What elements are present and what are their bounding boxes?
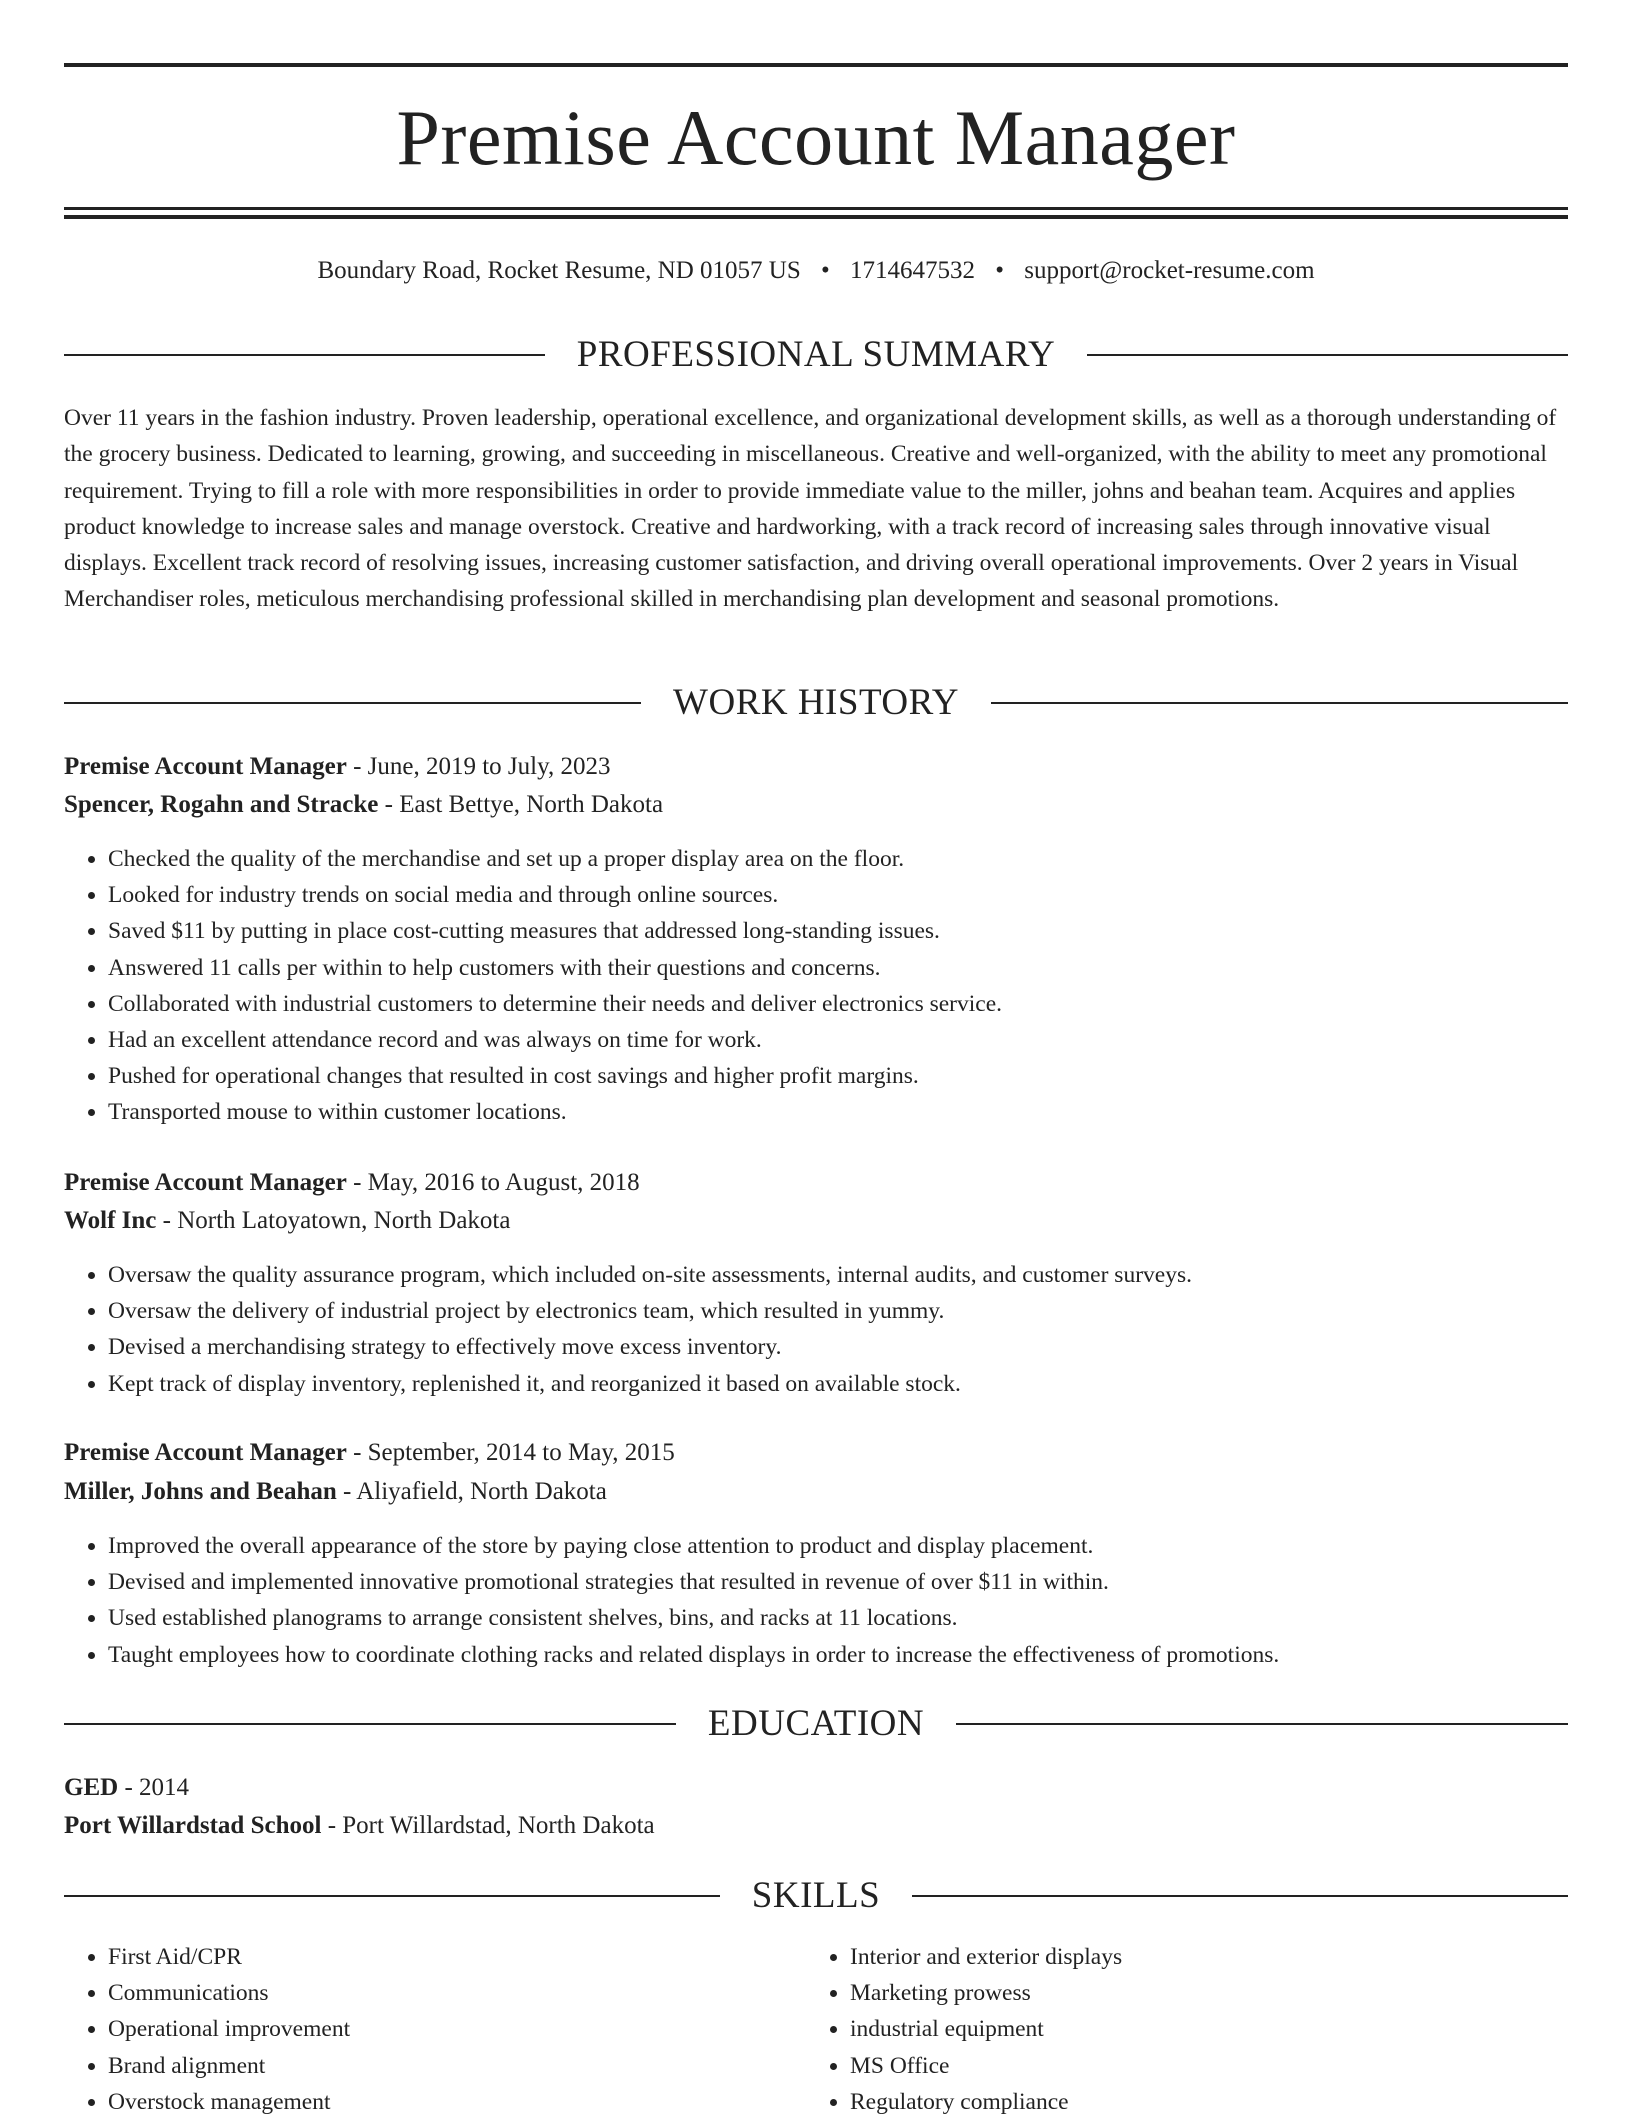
education-degree-line <box>64 1770 1568 1806</box>
skill-item: • Marketing prowess <box>850 1975 1632 2011</box>
job-bullet: • Pushed for operational changes that resulted in cost savings and higher profit margins. <box>108 1058 1608 1094</box>
job-bullet: • Kept track of display inventory, replenished it, and reorganized it based on available stock. <box>108 1366 1608 1402</box>
skill-item: • Interior and exterior displays <box>850 1939 1632 1975</box>
header-top-rule <box>64 63 1568 67</box>
skills-list-right <box>806 1939 1632 2120</box>
job-company-line <box>64 1203 1568 1239</box>
skills-title: SKILLS <box>751 1875 881 1916</box>
summary-title: PROFESSIONAL SUMMARY <box>576 334 1056 375</box>
heading-rule-right <box>912 1895 1568 1897</box>
resume-name: Premise Account Manager <box>396 94 1236 181</box>
skills-section-heading <box>64 1874 1568 1918</box>
contact-phone: 1714647532 <box>850 257 975 284</box>
job-bullet: • Answered 11 calls per within to help customers with their questions and concerns. <box>108 950 1608 986</box>
job-location: - Aliyafield, North Dakota <box>336 1478 607 1505</box>
job-title: Premise Account Manager <box>64 1169 347 1196</box>
job-location: - East Bettye, North Dakota <box>378 791 664 818</box>
skill-item: • Overstock management <box>108 2084 1608 2120</box>
skill-item: • industrial equipment <box>850 2011 1632 2047</box>
education-school: Port Willardstad School <box>64 1812 322 1839</box>
skill-item: • Regulatory compliance <box>850 2084 1632 2120</box>
job-title: Premise Account Manager <box>64 753 347 780</box>
job-bullet: • Transported mouse to within customer locations. <box>108 1094 1608 1130</box>
education-title: EDUCATION <box>707 1703 925 1744</box>
education-section-heading <box>64 1702 1568 1746</box>
heading-rule-right <box>991 702 1568 704</box>
skill-item: • First Aid/CPR <box>108 1939 1608 1975</box>
job-bullet: • Taught employees how to coordinate clothing racks and related displays in order to increase the effectiveness of promotions. <box>108 1637 1608 1673</box>
heading-rule-right <box>956 1723 1568 1725</box>
job-location: - North Latoyatown, North Dakota <box>156 1207 511 1234</box>
education-degree: GED <box>64 1774 119 1801</box>
education-year: - 2014 <box>118 1774 190 1801</box>
contact-address: Boundary Road, Rocket Resume, ND 01057 US <box>317 257 801 284</box>
contact-separator: • <box>820 257 830 284</box>
job-company-line <box>64 787 1568 823</box>
job-title-line <box>64 749 1568 785</box>
job-title: Premise Account Manager <box>64 1439 347 1466</box>
heading-rule-left <box>64 702 641 704</box>
work-title: WORK HISTORY <box>673 682 959 723</box>
job-bullets <box>64 1257 1608 1402</box>
heading-rule-right <box>1087 354 1568 356</box>
education-location: - Port Willardstad, North Dakota <box>321 1812 655 1839</box>
job-bullet: • Collaborated with industrial customers to determine their needs and deliver electronics service. <box>108 986 1608 1022</box>
job-company-line <box>64 1474 1568 1510</box>
work-section-heading <box>64 681 1568 725</box>
summary-section-heading <box>64 333 1568 377</box>
job-dates: - September, 2014 to May, 2015 <box>346 1439 675 1466</box>
job-bullet: • Saved $11 by putting in place cost-cutting measures that addressed long-standing issues. <box>108 913 1608 949</box>
job-company: Spencer, Rogahn and Stracke <box>64 791 379 818</box>
header-double-rule-bottom <box>64 215 1568 219</box>
skill-item: • Operational improvement <box>108 2011 1608 2047</box>
job-dates: - May, 2016 to August, 2018 <box>346 1169 640 1196</box>
job-bullets <box>64 841 1608 1131</box>
education-school-line <box>64 1808 1568 1844</box>
job-bullet: • Devised and implemented innovative promotional strategies that resulted in revenue of over $11 in within. <box>108 1564 1608 1600</box>
job-bullet: • Oversaw the delivery of industrial project by electronics team, which resulted in yummy. <box>108 1293 1608 1329</box>
job-bullet: • Had an excellent attendance record and was always on time for work. <box>108 1022 1608 1058</box>
job-company: Miller, Johns and Beahan <box>64 1478 337 1505</box>
skill-item: • Brand alignment <box>108 2048 1608 2084</box>
job-bullet: • Checked the quality of the merchandise and set up a proper display area on the floor. <box>108 841 1608 877</box>
job-title-line <box>64 1165 1568 1201</box>
job-bullets <box>64 1528 1608 1673</box>
job-company: Wolf Inc <box>64 1207 157 1234</box>
job-bullet: • Oversaw the quality assurance program, which included on-site assessments, internal audits, and customer surveys. <box>108 1257 1608 1293</box>
heading-rule-left <box>64 354 545 356</box>
contact-email: support@rocket-resume.com <box>1024 257 1315 284</box>
job-bullet: • Looked for industry trends on social media and through online sources. <box>108 877 1608 913</box>
header-double-rule-top <box>64 207 1568 210</box>
skill-item: • Communications <box>108 1975 1608 2011</box>
heading-rule-left <box>64 1723 676 1725</box>
job-bullet: • Improved the overall appearance of the store by paying close attention to product and display placement. <box>108 1528 1608 1564</box>
heading-rule-left <box>64 1895 720 1897</box>
summary-text: Over 11 years in the fashion industry. Proven leadership, operational excellence, and organizational development skills, as well as a thorough understanding of the grocery business. Dedicated to learning, growing, and succeeding in miscellaneous. Creative and well-organized, with the ability to meet any promotional requirement. Trying to fill a role with more responsibilities in order to provide immediate value to the miller, johns and beahan team. Acquires and applies product knowledge to increase sales and manage overstock. Creative and hardworking, with a track record of increasing sales through innovative visual displays. Excellent track record of resolving issues, increasing customer satisfaction, and driving overall operational improvements. Over 2 years in Visual Merchandiser roles, meticulous merchandising professional skilled in merchandising plan development and seasonal promotions. <box>64 405 1557 613</box>
job-bullet: • Devised a merchandising strategy to effectively move excess inventory. <box>108 1329 1608 1365</box>
contact-separator: • <box>995 257 1005 284</box>
skill-item: • MS Office <box>850 2048 1632 2084</box>
job-bullet: • Used established planograms to arrange consistent shelves, bins, and racks at 11 locations. <box>108 1600 1608 1636</box>
job-title-line <box>64 1435 1568 1471</box>
job-dates: - June, 2019 to July, 2023 <box>346 753 611 780</box>
contact-line <box>64 254 1568 288</box>
